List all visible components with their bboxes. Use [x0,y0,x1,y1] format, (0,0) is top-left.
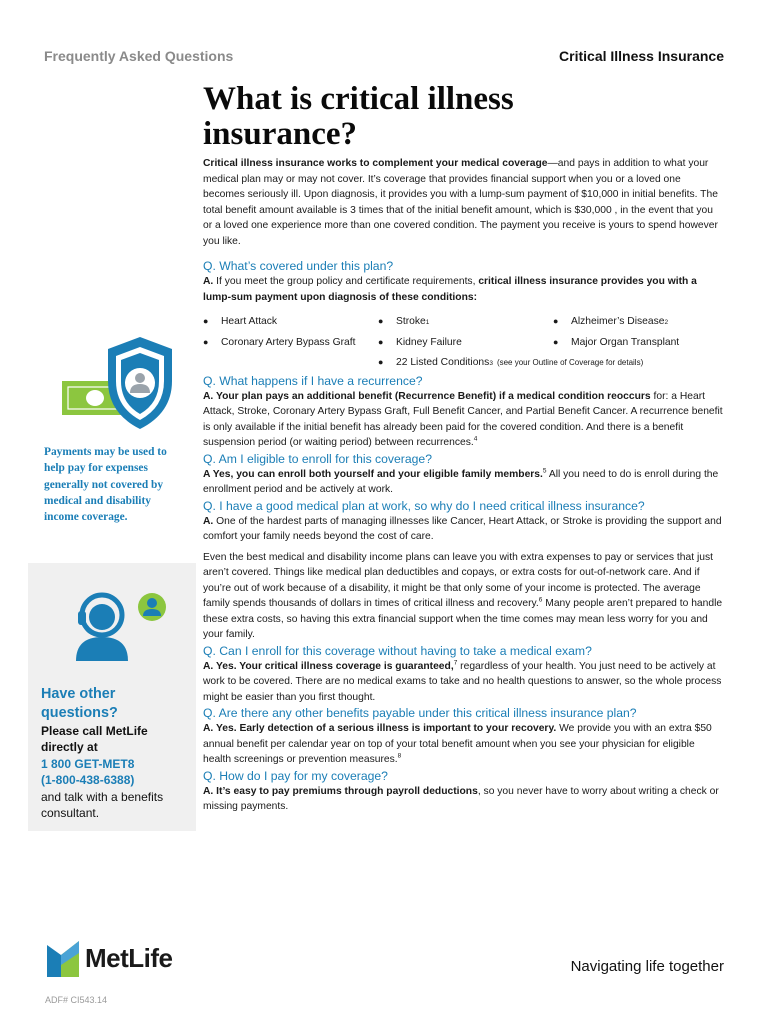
answer-eligible [203,467,725,498]
contact-callout [28,563,196,831]
question-recurrence: Q. What happens if I have a recurrence? [203,373,423,388]
header-section-label: Frequently Asked Questions [44,48,234,64]
answer-covered [203,274,725,305]
bullet-icon: ● [378,316,384,326]
document-code: ADF# CI543.14 [45,995,108,1005]
answer-medical-exam [203,659,725,706]
footnote-ref: 8 [397,752,402,760]
answer-other-benefits-text: We provide you with an extra $50 annual benefit per calendar year on top of your total benefit amount when you see your physician for eligible health screenings or prevention measures. [203,723,712,765]
condition-label: Kidney Failure [396,336,462,348]
answer-recurrence-bold: A. Your plan pays an additional benefit (Recurrence Benefit) if a medical condition reoccurs [203,390,651,402]
answer-why-need-p2: Even the best medical and disability income plans can leave you with extra expenses to pay or services that just aren’t covered. Things like medical plan deductibles and copays, or extra costs for out-of-network care. And if you’re out of work because of a disability, it might be that only some of your income is protected. The average family spends thousands of dollars in times of critical illness and recovery. [203,551,713,609]
question-medical-exam: Q. Can I enroll for this coverage without having to take a medical exam? [203,643,592,658]
conditions-list [203,314,725,371]
bullet-icon: ● [553,336,559,347]
condition-label: Stroke [396,316,426,327]
answer-covered-text: If you meet the group policy and certificate requirements, [213,276,479,287]
list-item: ● Stroke 1 [378,314,553,330]
question-eligible: Q. Am I eligible to enroll for this coverage? [203,451,432,466]
list-item [378,335,553,351]
metlife-logo-icon [45,939,81,977]
question-other-benefits: Q. Are there any other benefits payable under this critical illness insurance plan? [203,706,637,720]
answer-why-need-p2-rest: Many people aren’t prepared to handle these extra costs, so having this extra financial support when the time comes may mean less worry for you and your family. [203,598,723,640]
bullet-icon: ● [203,316,209,326]
answer-why-need-more [203,550,725,643]
headset-agent-icon [66,585,176,661]
pull-quote: Payments may be used to help pay for expenses generally not covered by medical and disability income coverage. [44,446,167,524]
answer-why-need-bold: A. [203,515,214,527]
condition-label: Major Organ Transplant [571,336,680,348]
intro-text: —and pays in addition to what your medical plan may or may not cover. It’s coverage that provides financial support when you or a loved one becomes seriously ill. Upon diagnosis, it provides you with a lump-sum payment of $10,000 in initial benefits. The total benefit amount available is 3 times that of the initial benefit amount, which is $30,000 , in the event that you or a loved one experience more than one covered condition. The payment you receive is yours to spend however you like. [203,158,718,247]
bullet-icon: ● [203,336,209,347]
condition-label: 22 Listed Conditions [396,357,490,368]
condition-label: Alzheimer’s Disease [571,316,665,327]
footnote-ref: 6 [538,596,543,604]
condition-note: (see your Outline of Coverage for details) [496,358,644,367]
metlife-logo [45,939,205,979]
condition-label: Heart Attack [221,316,278,327]
shield-person-icon [60,333,180,433]
answer-payment [203,784,725,815]
answer-covered-bold: critical illness insurance provides you with a lump-sum payment upon diagnosis of these conditions: [203,276,697,303]
answer-eligible-text: All you need to do is enroll during the enrollment period and be actively at work. [203,468,719,495]
question-payment: Q. How do I pay for my coverage? [203,768,388,783]
callout-text [41,685,191,821]
page-title: What is critical illness insurance? [203,81,514,152]
answer-why-need-text: One of the hardest parts of managing illnesses like Cancer, Heart Attack, or Stroke is providing the support and comfort your family needs beyond the cost of care. [203,515,722,542]
bullet-icon: ● [378,357,384,367]
footnote-ref: 7 [453,659,458,667]
brand-tagline: Navigating life together [570,958,724,975]
list-item: ● 22 Listed Conditions 3 (see your Outline of Coverage for details) [378,355,725,371]
bullet-icon: ● [553,316,559,326]
answer-why-need [203,514,725,545]
answer-medical-exam-bold: A. Yes. Your critical illness coverage is guaranteed, [203,660,454,672]
answer-other-benefits [203,721,725,768]
intro-bold: Critical illness insurance works to complement your medical coverage [203,158,548,169]
brand-name: MetLife [85,943,173,973]
answer-eligible-bold: A Yes, you can enroll both yourself and your eligible family members. [203,468,543,480]
phone-number-link[interactable]: 1 800 GET-MET8 [41,756,135,771]
callout-heading: Have other questions? [41,686,118,721]
list-item [203,314,378,330]
list-item [203,335,378,351]
callout-tail: and talk with a benefits consultant. [41,789,164,821]
footnote-ref: 4 [473,435,478,443]
answer-recurrence [203,389,725,451]
list-item [553,335,725,351]
answer-covered-prefix: A. [203,276,214,287]
answer-payment-text: , so you never have to worry about writing a check or missing payments. [203,785,719,812]
footnote-ref: 5 [542,467,547,475]
answer-other-benefits-bold: A. Yes. Early detection of a serious illness is important to your recovery. [203,723,557,734]
question-why-need: Q. I have a good medical plan at work, so why do I need critical illness insurance? [203,498,645,513]
phone-number-digits-link[interactable]: (1-800-438-6388) [41,773,135,788]
answer-payment-bold: A. It’s easy to pay premiums through payroll deductions [203,785,478,797]
answer-recurrence-text: for: a Heart Attack, Stroke, Coronary Artery Bypass Graft, Full Benefit Cancer, and Partial Benefit Cancer. A recurrence benefit is only available if the initial benefit has already been paid for the covered condition. And there is a benefit suspension period (or waiting period) between recurrences. [203,390,723,448]
person-icon [138,593,166,621]
faq-content [203,156,725,815]
bullet-icon: ● [378,336,384,347]
question-covered: Q. What’s covered under this plan? [203,259,394,273]
answer-medical-exam-text: regardless of your health. You just need to be actively at work to be covered. There are no medical exams to take and no health questions to answer, so the whole process might be easier than you first thought. [203,660,722,703]
intro-paragraph [203,156,725,249]
list-item: ● Alzheimer’s Disease 2 [553,314,725,330]
callout-instruction: Please call MetLife directly at [41,724,148,755]
condition-label: Coronary Artery Bypass Graft [221,336,356,348]
header-document-title: Critical Illness Insurance [559,48,724,64]
